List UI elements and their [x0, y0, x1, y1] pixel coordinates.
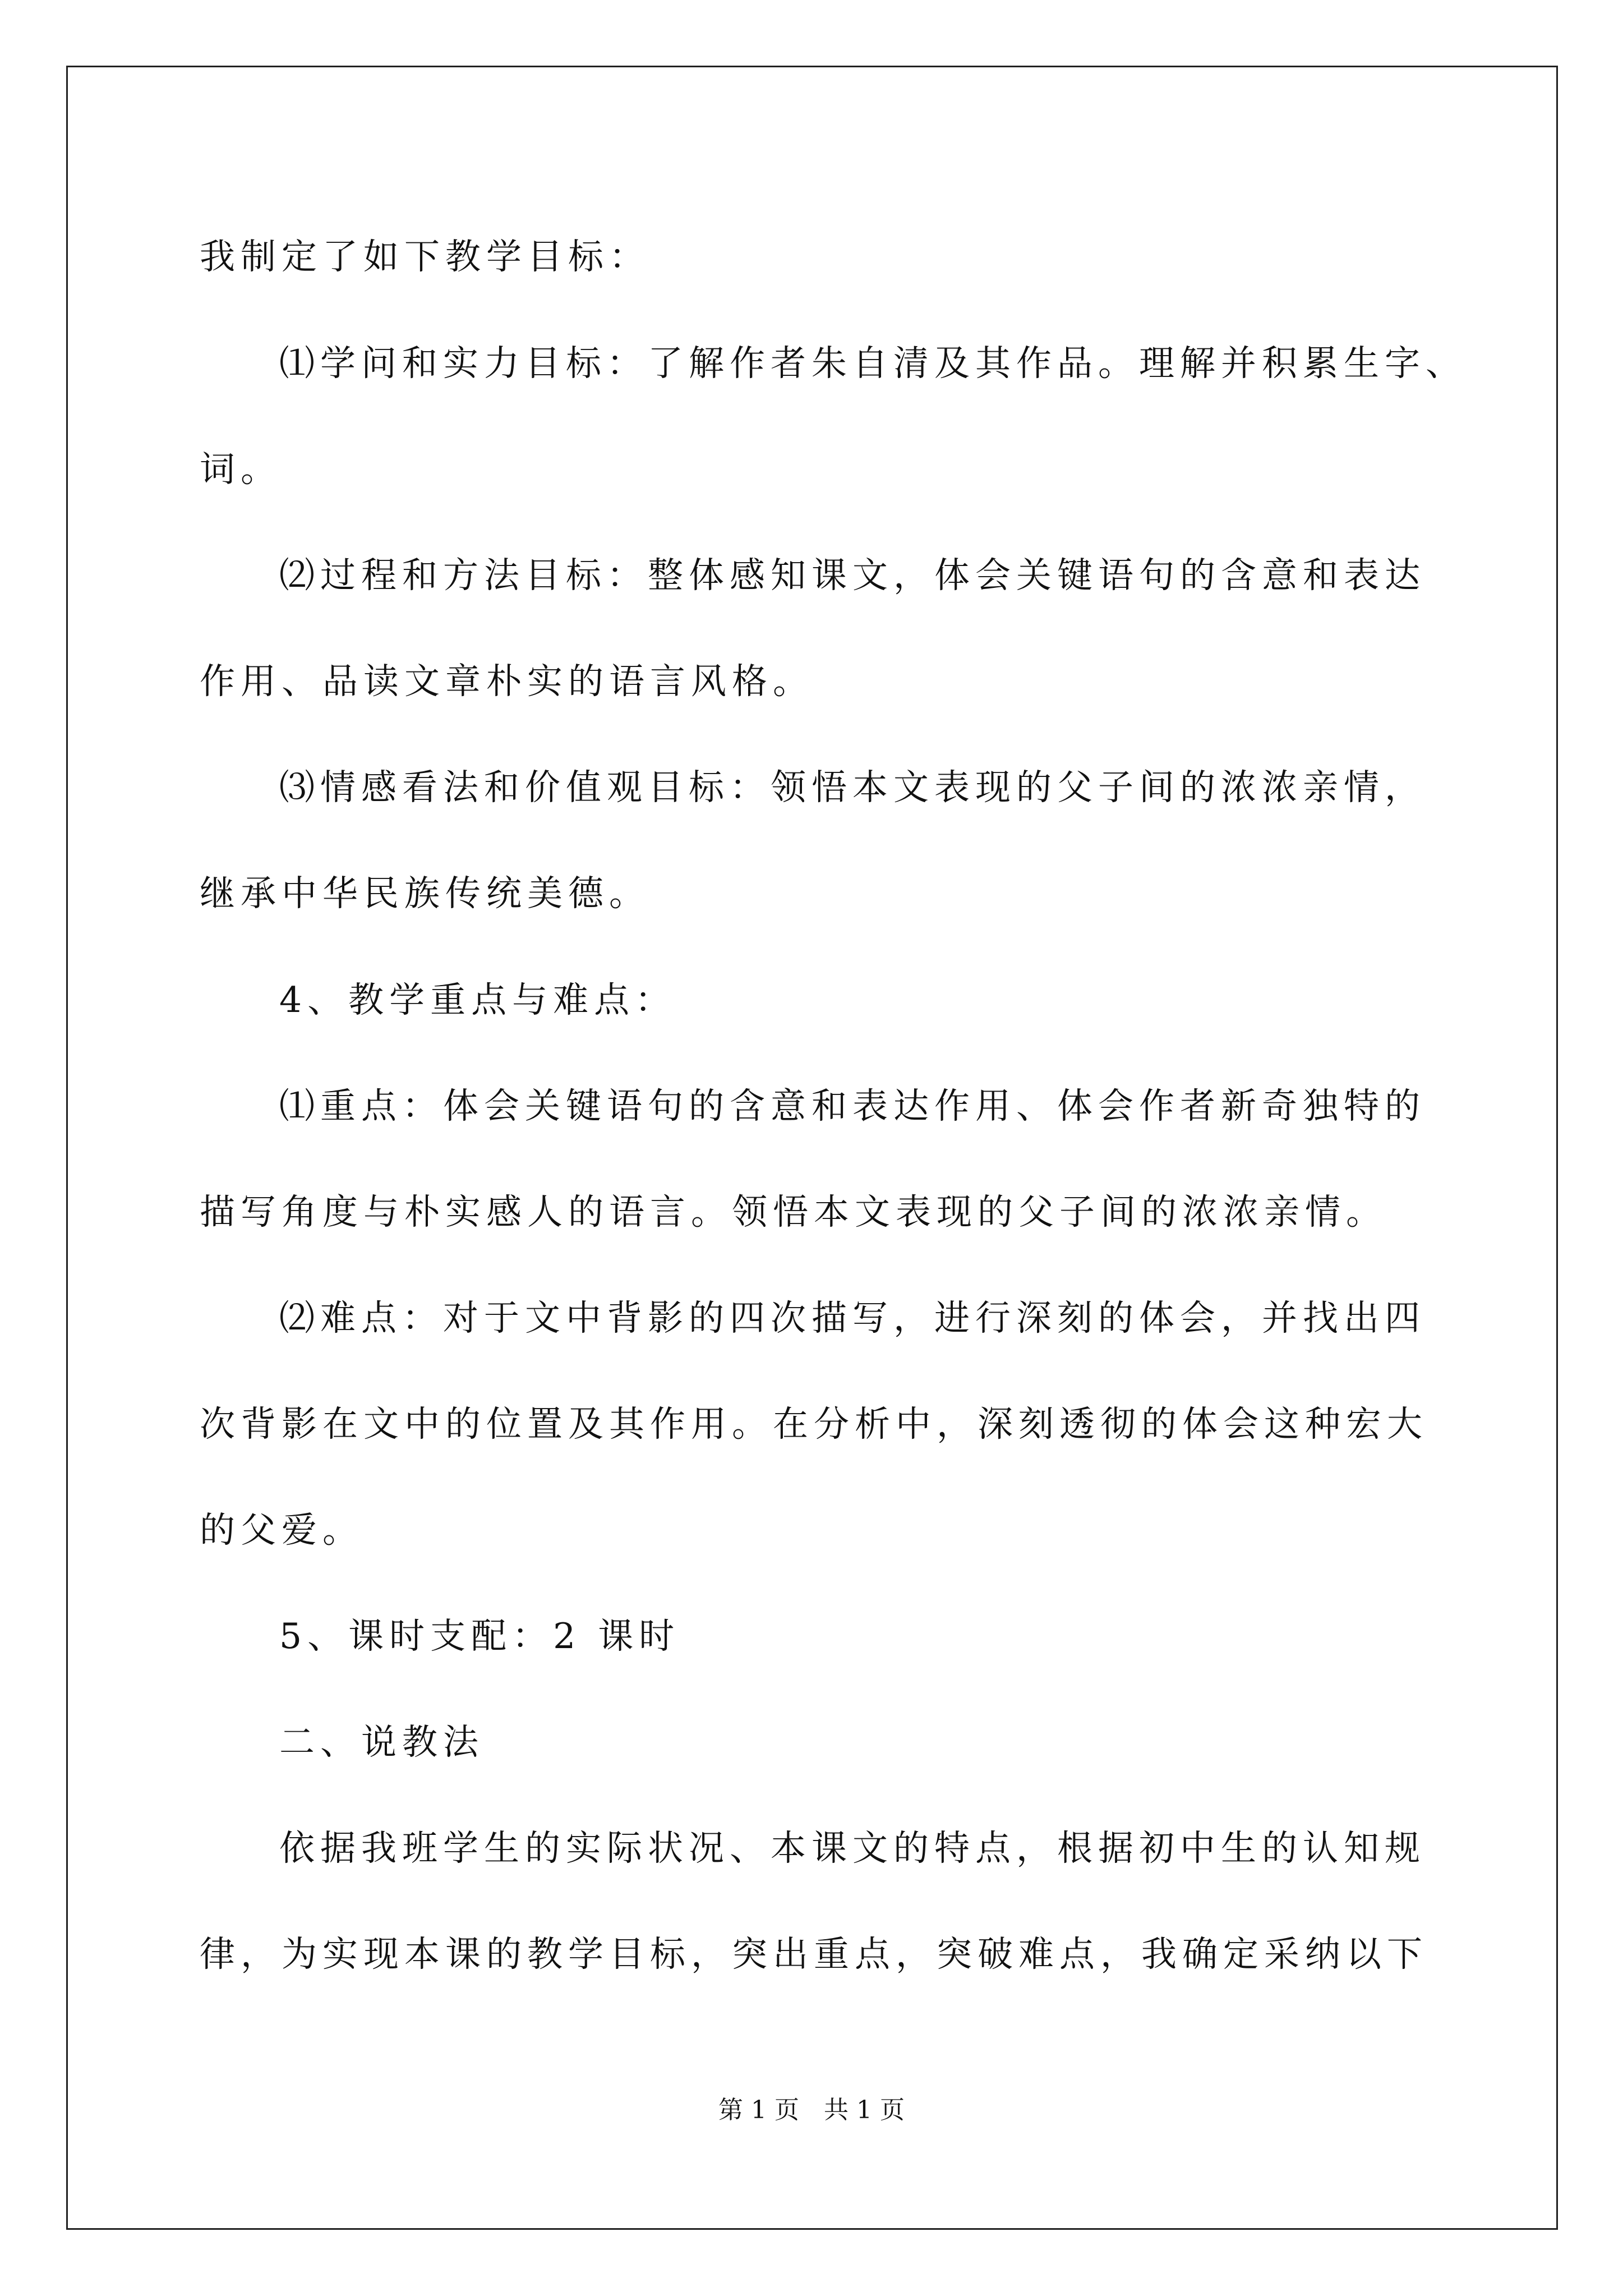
text-line-11: ⑵难点：对于文中背影的四次描写，进行深刻的体会，并找出四 — [279, 1297, 1426, 1338]
text-line-10: 描写角度与朴实感人的语言。领悟本文表现的父子间的浓浓亲情。 — [200, 1191, 1387, 1232]
text-line-3: 词。 — [200, 449, 282, 490]
text-line-8: 4、教学重点与难点： — [279, 979, 676, 1020]
text-line-5: 作用、品读文章朴实的语言风格。 — [200, 661, 814, 702]
text-line-2: ⑴学问和实力目标：了解作者朱自清及其作品。理解并积累生字、 — [279, 343, 1467, 384]
text-line-13: 的父爱。 — [200, 1510, 363, 1550]
text-line-6: ⑶情感看法和价值观目标：领悟本文表现的父子间的浓浓亲情， — [279, 767, 1426, 808]
text-line-7: 继承中华民族传统美德。 — [200, 873, 650, 914]
text-line-15: 二、说教法 — [279, 1722, 484, 1763]
text-line-14: 5、课时支配：2 课时 — [279, 1616, 680, 1657]
text-line-17: 律，为实现本课的教学目标，突出重点，突破难点，我确定采纳以下 — [200, 1934, 1428, 1975]
text-line-12: 次背影在文中的位置及其作用。在分析中，深刻透彻的体会这种宏大 — [200, 1404, 1428, 1444]
text-line-16: 依据我班学生的实际状况、本课文的特点，根据初中生的认知规 — [279, 1828, 1426, 1869]
page-number-footer: 第 1 页 共 1 页 — [718, 2096, 905, 2124]
text-line-1: 我制定了如下教学目标： — [200, 236, 650, 277]
text-line-4: ⑵过程和方法目标：整体感知课文，体会关键语句的含意和表达 — [279, 555, 1426, 596]
text-line-9: ⑴重点：体会关键语句的含意和表达作用、体会作者新奇独特的 — [279, 1085, 1426, 1126]
page-border — [66, 66, 1558, 2230]
